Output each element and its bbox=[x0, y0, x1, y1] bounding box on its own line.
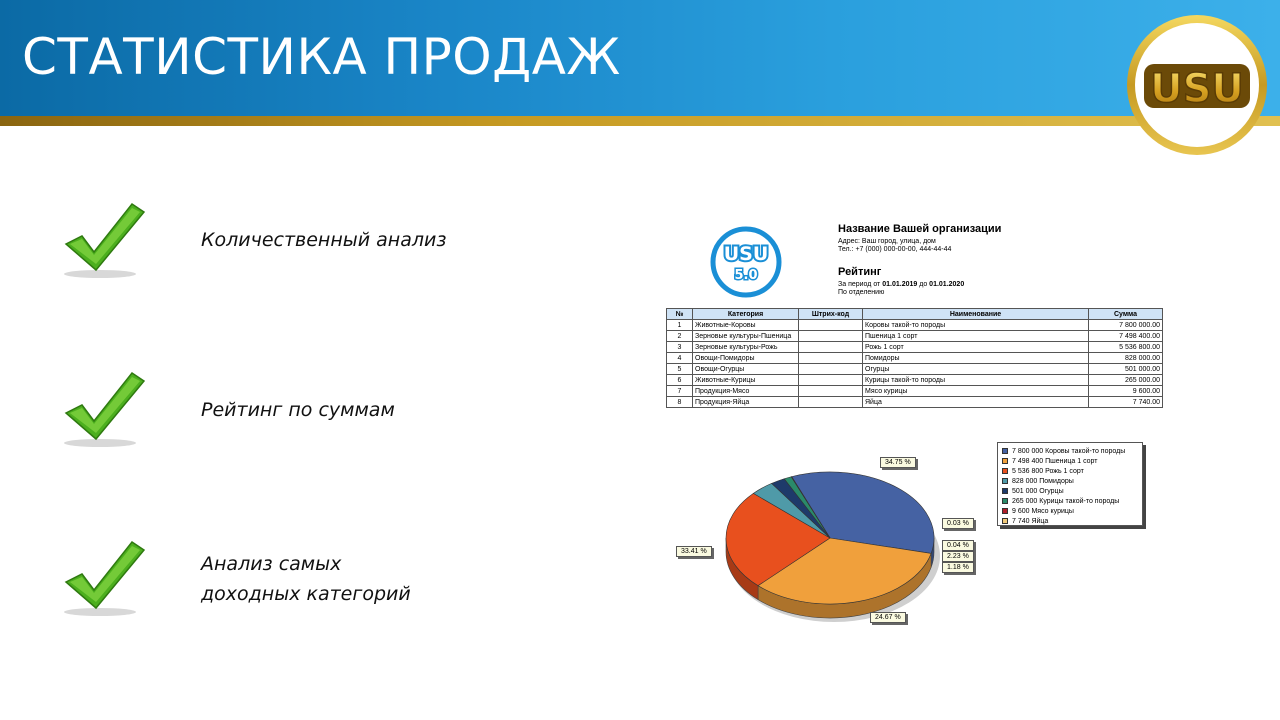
legend-swatch bbox=[1002, 488, 1008, 494]
col-header-name: Наименование bbox=[863, 309, 1089, 320]
cell-num: 1 bbox=[667, 320, 693, 331]
check-label-3-line-1: Анализ самых bbox=[201, 553, 342, 575]
page-title: СТАТИСТИКА ПРОДАЖ bbox=[22, 28, 621, 86]
cell-barcode bbox=[799, 386, 863, 397]
cell-name: Помидоры bbox=[863, 353, 1089, 364]
check-icon bbox=[60, 200, 148, 280]
header-gold-stripe bbox=[0, 116, 1280, 126]
check-label-1: Количественный анализ bbox=[201, 229, 447, 251]
cell-barcode bbox=[799, 397, 863, 408]
org-phone: Тел.: +7 (000) 000-00-00, 444-44-44 bbox=[838, 246, 952, 253]
legend-item bbox=[1002, 466, 1138, 476]
legend-label: 9 600 Мясо курицы bbox=[1012, 507, 1074, 515]
cell-num: 6 bbox=[667, 375, 693, 386]
cell-name: Яйца bbox=[863, 397, 1089, 408]
cell-name: Мясо курицы bbox=[863, 386, 1089, 397]
cell-barcode bbox=[799, 353, 863, 364]
legend-label: 7 800 000 Коровы такой-то породы bbox=[1012, 447, 1126, 455]
legend-item bbox=[1002, 476, 1138, 486]
cell-category: Зерновые культуры-Пшеница bbox=[693, 331, 799, 342]
legend-item bbox=[1002, 446, 1138, 456]
period-date-to: 01.01.2020 bbox=[929, 281, 965, 288]
report-period bbox=[838, 281, 964, 288]
pie-label-slice-5: 2.23 % bbox=[942, 551, 974, 562]
pie-label-slice-4: 1.18 % bbox=[942, 562, 974, 573]
table-row bbox=[667, 375, 1163, 386]
table-row bbox=[667, 331, 1163, 342]
report-logo-text: USU bbox=[723, 243, 769, 265]
cell-num: 4 bbox=[667, 353, 693, 364]
cell-barcode bbox=[799, 320, 863, 331]
cell-num: 7 bbox=[667, 386, 693, 397]
legend-label: 501 000 Огурцы bbox=[1012, 487, 1064, 495]
cell-num: 5 bbox=[667, 364, 693, 375]
pie-chart bbox=[664, 438, 994, 638]
cell-name: Рожь 1 сорт bbox=[863, 342, 1089, 353]
cell-category: Животные-Курицы bbox=[693, 375, 799, 386]
report-preview bbox=[664, 218, 1164, 418]
table-row bbox=[667, 320, 1163, 331]
cell-name: Коровы такой-то породы bbox=[863, 320, 1089, 331]
pie-label-slice-3: 24.67 % bbox=[870, 612, 906, 623]
legend-item bbox=[1002, 486, 1138, 496]
legend-item bbox=[1002, 516, 1138, 526]
cell-sum: 501 000.00 bbox=[1089, 364, 1163, 375]
cell-name: Пшеница 1 сорт bbox=[863, 331, 1089, 342]
cell-sum: 7 800 000.00 bbox=[1089, 320, 1163, 331]
usu-logo bbox=[1124, 12, 1270, 158]
check-icon bbox=[60, 369, 148, 449]
pie-label-slice-8: 0.03 % bbox=[942, 518, 974, 529]
legend-swatch bbox=[1002, 478, 1008, 484]
report-logo-sub: 5.0 bbox=[734, 268, 758, 283]
cell-category: Продукция-Яйца bbox=[693, 397, 799, 408]
cell-sum: 9 600.00 bbox=[1089, 386, 1163, 397]
cell-category: Животные-Коровы bbox=[693, 320, 799, 331]
cell-barcode bbox=[799, 342, 863, 353]
col-header-sum: Сумма bbox=[1089, 309, 1163, 320]
org-address: Адрес: Ваш город, улица, дом bbox=[838, 238, 936, 245]
table-row bbox=[667, 364, 1163, 375]
legend-swatch bbox=[1002, 498, 1008, 504]
legend-item bbox=[1002, 456, 1138, 466]
check-label-2: Рейтинг по суммам bbox=[201, 399, 395, 421]
rating-table bbox=[666, 308, 1163, 408]
report-title: Рейтинг bbox=[838, 266, 882, 278]
cell-sum: 7 740.00 bbox=[1089, 397, 1163, 408]
table-header-row bbox=[667, 309, 1163, 320]
org-name: Название Вашей организации bbox=[838, 223, 1002, 235]
legend-swatch bbox=[1002, 468, 1008, 474]
col-header-category: Категория bbox=[693, 309, 799, 320]
cell-sum: 7 498 400.00 bbox=[1089, 331, 1163, 342]
cell-num: 3 bbox=[667, 342, 693, 353]
legend-label: 828 000 Помидоры bbox=[1012, 477, 1074, 485]
cell-category: Овощи-Огурцы bbox=[693, 364, 799, 375]
col-header-barcode: Штрих-код bbox=[799, 309, 863, 320]
cell-barcode bbox=[799, 331, 863, 342]
period-mid: до bbox=[919, 281, 928, 288]
table-row bbox=[667, 342, 1163, 353]
period-date-from: 01.01.2019 bbox=[882, 281, 918, 288]
legend-swatch bbox=[1002, 508, 1008, 514]
cell-barcode bbox=[799, 364, 863, 375]
pie-label-slice-6: 0.04 % bbox=[942, 540, 974, 551]
cell-category: Зерновые культуры-Рожь bbox=[693, 342, 799, 353]
cell-sum: 5 536 800.00 bbox=[1089, 342, 1163, 353]
col-header-num: № bbox=[667, 309, 693, 320]
check-icon bbox=[60, 538, 148, 618]
chart-legend bbox=[997, 442, 1143, 526]
cell-num: 2 bbox=[667, 331, 693, 342]
legend-swatch bbox=[1002, 448, 1008, 454]
pie-label-slice-1: 34.75 % bbox=[880, 457, 916, 468]
legend-swatch bbox=[1002, 458, 1008, 464]
cell-barcode bbox=[799, 375, 863, 386]
legend-label: 7 498 400 Пшеница 1 сорт bbox=[1012, 457, 1098, 465]
check-label-3 bbox=[201, 549, 411, 609]
pie-chart-area bbox=[664, 438, 1164, 638]
cell-sum: 265 000.00 bbox=[1089, 375, 1163, 386]
legend-swatch bbox=[1002, 518, 1008, 524]
table-row bbox=[667, 397, 1163, 408]
usu-report-logo bbox=[710, 226, 782, 298]
cell-category: Продукция-Мясо bbox=[693, 386, 799, 397]
cell-category: Овощи-Помидоры bbox=[693, 353, 799, 364]
legend-label: 265 000 Курицы такой-то породы bbox=[1012, 497, 1120, 505]
report-group-by: По отделению bbox=[838, 289, 885, 296]
legend-label: 7 740 Яйца bbox=[1012, 517, 1049, 525]
cell-name: Курицы такой-то породы bbox=[863, 375, 1089, 386]
pie-label-slice-2: 33.41 % bbox=[676, 546, 712, 557]
legend-item bbox=[1002, 506, 1138, 516]
period-prefix: За период от bbox=[838, 281, 881, 288]
legend-label: 5 536 800 Рожь 1 сорт bbox=[1012, 467, 1084, 475]
table-row bbox=[667, 386, 1163, 397]
check-label-3-line-2: доходных категорий bbox=[201, 583, 411, 605]
cell-name: Огурцы bbox=[863, 364, 1089, 375]
cell-sum: 828 000.00 bbox=[1089, 353, 1163, 364]
cell-num: 8 bbox=[667, 397, 693, 408]
usu-logo-text: USU bbox=[1150, 66, 1244, 112]
table-row bbox=[667, 353, 1163, 364]
legend-item bbox=[1002, 496, 1138, 506]
